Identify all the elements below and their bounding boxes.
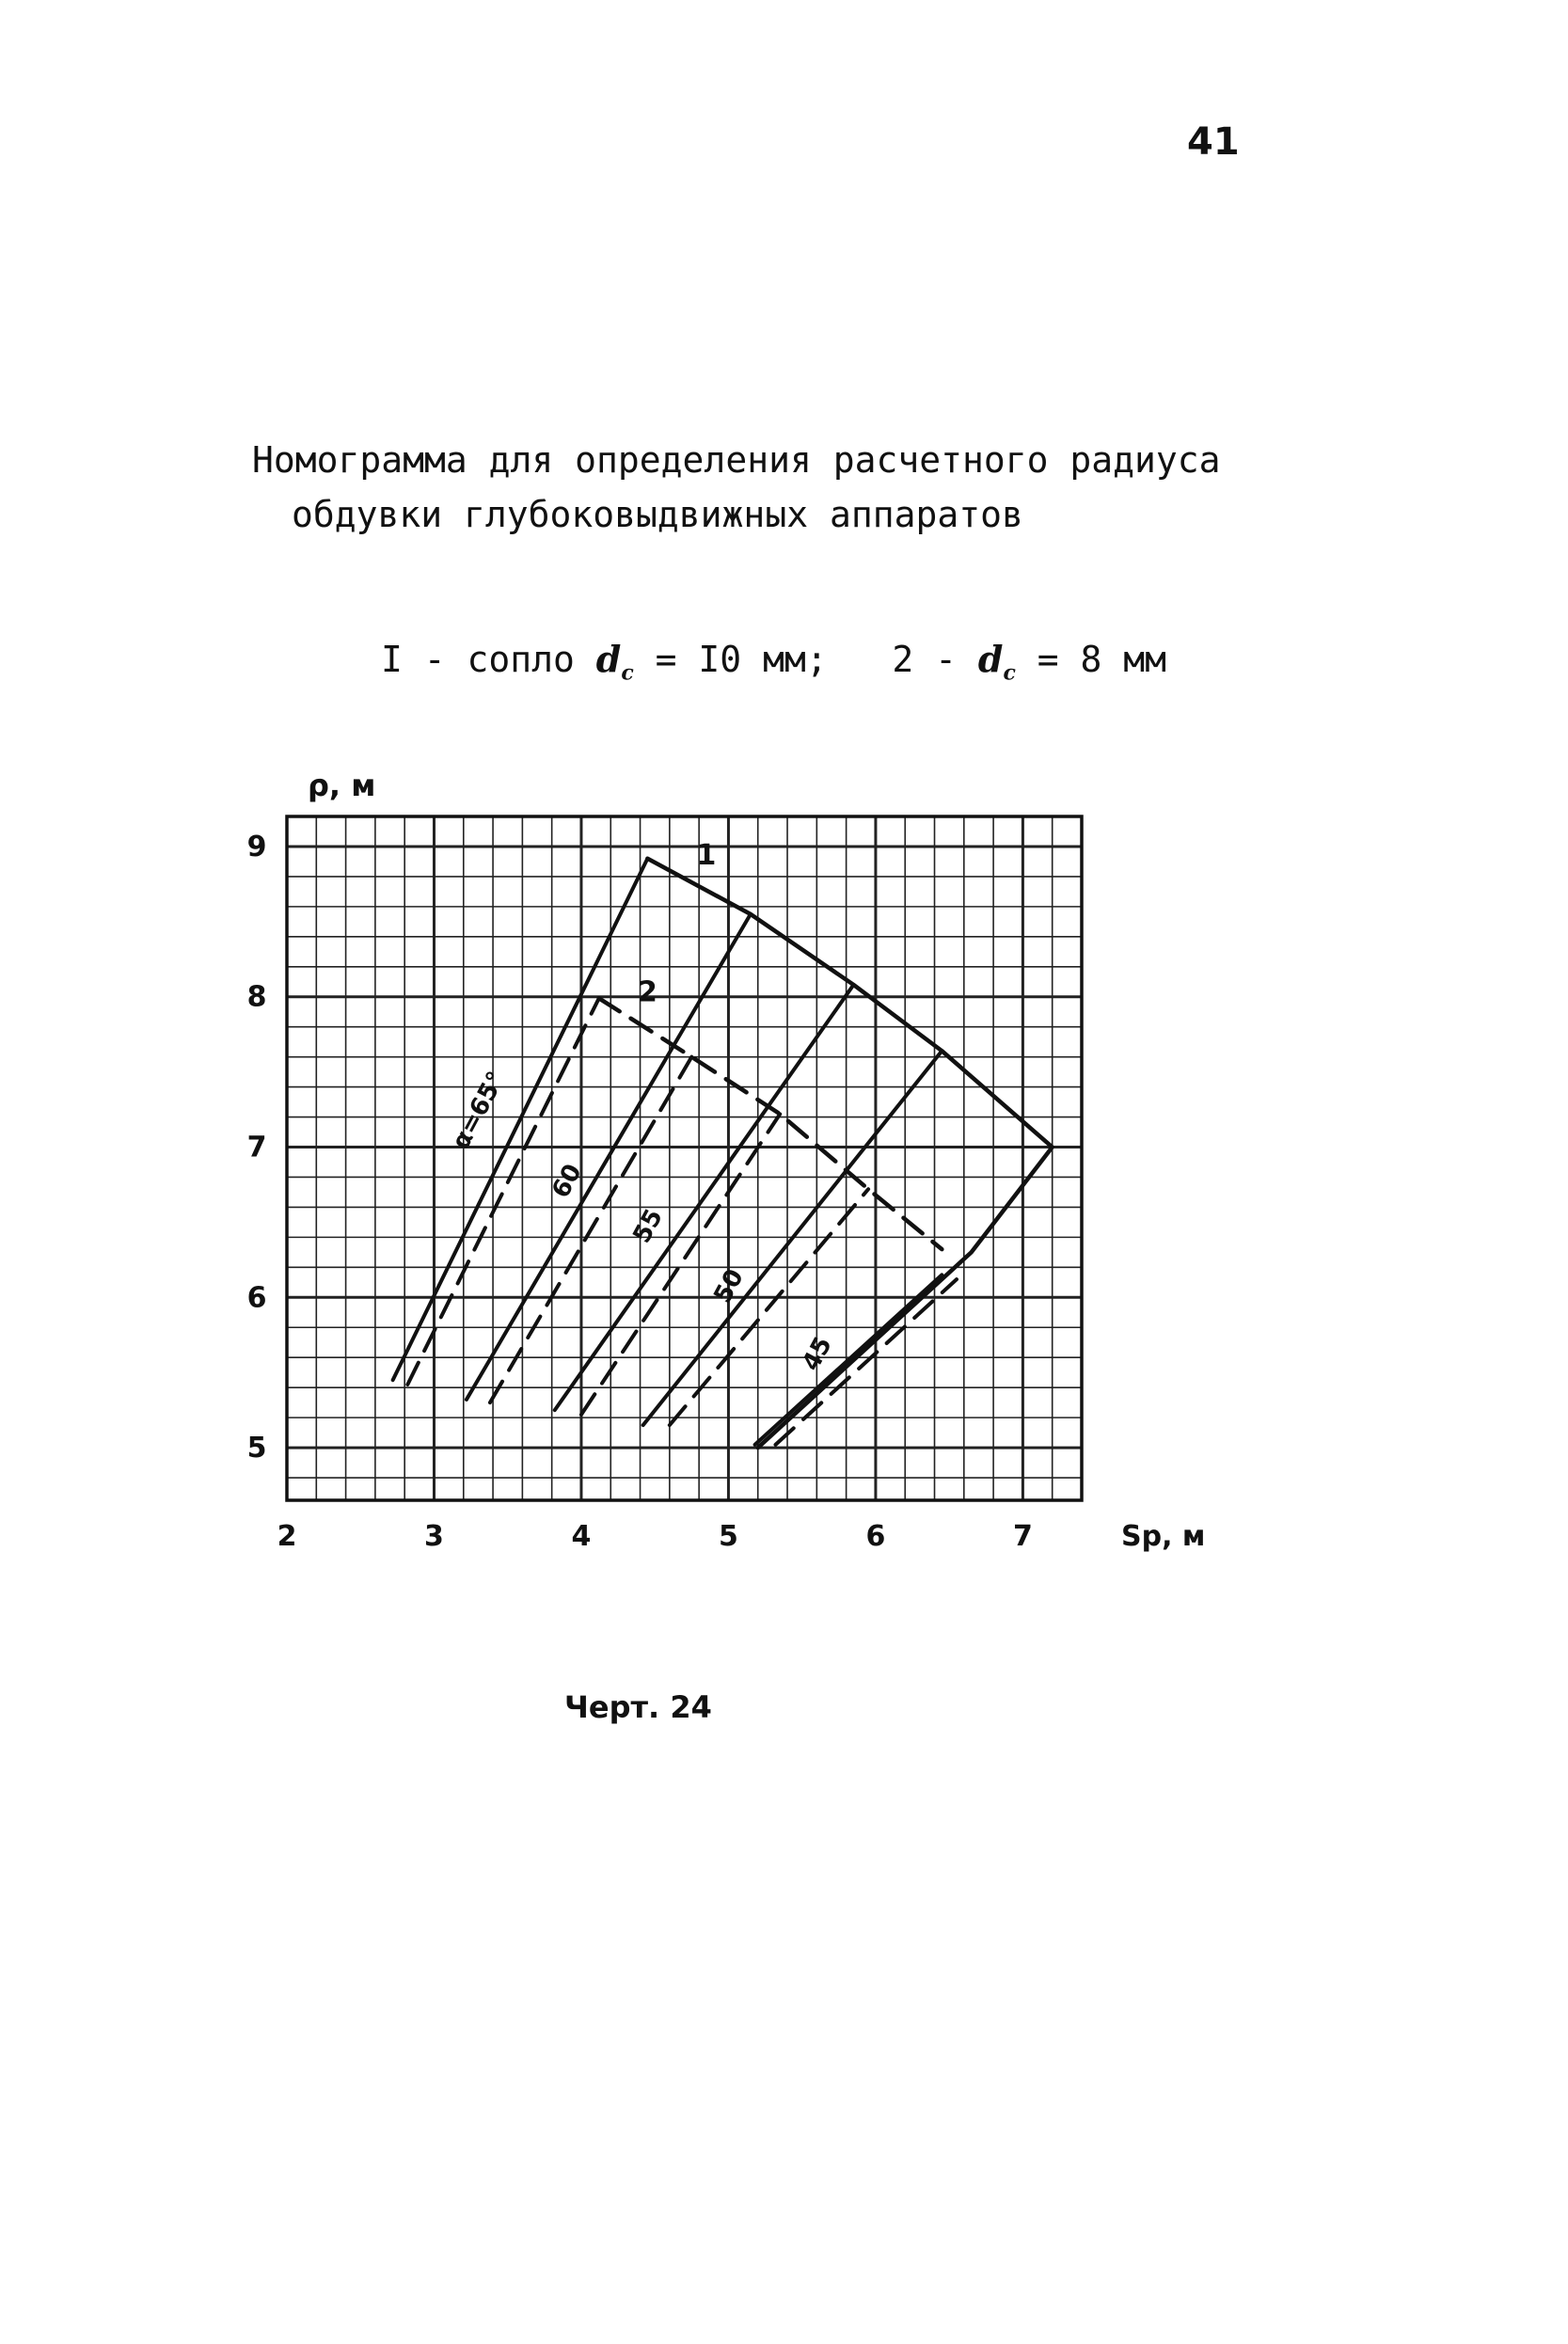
- title-line-1: Номограмма для определения расчетного радиуса: [252, 439, 1221, 481]
- x-tick-label: 2: [277, 1520, 297, 1553]
- angle-label: α=65°: [447, 1067, 512, 1154]
- figure-caption: Черт. 24: [564, 1689, 712, 1725]
- chart-labels: [247, 768, 1206, 1553]
- legend-symbol-2: $d_c$: [977, 638, 1016, 686]
- grid: [287, 816, 1082, 1500]
- angle-label: 60: [546, 1159, 588, 1203]
- angle-label: 50: [708, 1264, 750, 1308]
- x-tick-label: 5: [719, 1520, 738, 1553]
- x-axis-label: Sp, м: [1121, 1520, 1206, 1553]
- angle-line-solid-45: [755, 1275, 942, 1445]
- y-tick-label: 5: [246, 1432, 267, 1465]
- legend-item-1-value: = I0 мм;: [655, 639, 828, 680]
- legend-symbol-1: $d_c$: [595, 638, 634, 686]
- angle-label: 45: [797, 1332, 838, 1376]
- x-tick-label: 4: [571, 1520, 592, 1553]
- legend-item-2-prefix: 2 -: [892, 639, 957, 680]
- plot-frame: [287, 816, 1082, 1500]
- x-tick-label: 7: [1012, 1520, 1033, 1553]
- angle-label: 55: [627, 1204, 669, 1248]
- curve-label: 2: [637, 975, 657, 1009]
- chart-lines: [393, 859, 1053, 1448]
- y-tick-label: 7: [246, 1131, 267, 1164]
- title-line-2: обдувки глубоковыдвижных аппаратов: [292, 494, 1023, 535]
- x-tick-label: 6: [865, 1520, 886, 1553]
- x-tick-label: 3: [424, 1520, 444, 1553]
- curve-label: 1: [696, 839, 717, 873]
- y-tick-label: 8: [246, 980, 267, 1014]
- y-tick-label: 9: [246, 830, 267, 863]
- y-tick-label: 6: [246, 1281, 267, 1315]
- y-axis-label: ρ, м: [308, 768, 376, 803]
- page-number: 41: [1187, 120, 1240, 164]
- legend-item-2-value: = 8 мм: [1037, 639, 1167, 680]
- legend-item-1-prefix: I - сопло: [381, 639, 575, 680]
